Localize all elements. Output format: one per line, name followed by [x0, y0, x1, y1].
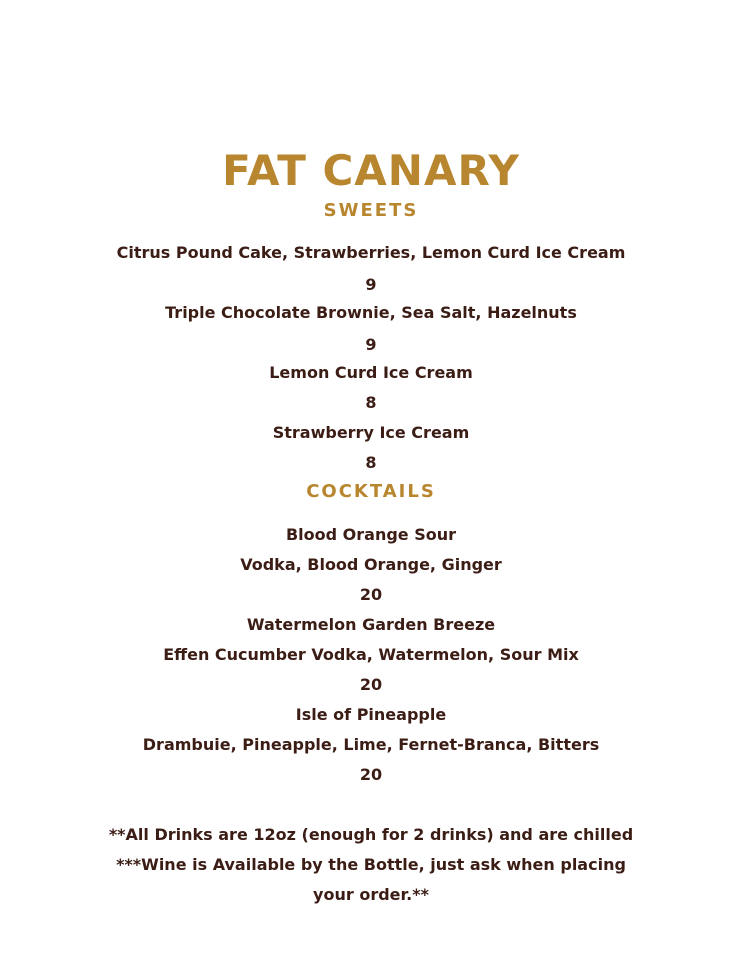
sweets-item-price: 8	[365, 453, 377, 472]
note-drinks: **All Drinks are 12oz (enough for 2 drinks) and are chilled	[108, 825, 634, 844]
note-wine-continued: your order.**	[313, 885, 429, 904]
cocktails-heading: COCKTAILS	[306, 481, 436, 502]
cocktail-description: Vodka, Blood Orange, Ginger	[240, 555, 502, 574]
cocktail-price: 20	[359, 765, 383, 784]
sweets-item-name: Triple Chocolate Brownie, Sea Salt, Hazelnuts	[165, 303, 577, 322]
cocktail-name: Watermelon Garden Breeze	[246, 615, 496, 634]
cocktail-description: Effen Cucumber Vodka, Watermelon, Sour Mix	[163, 645, 579, 664]
cocktail-description: Drambuie, Pineapple, Lime, Fernet-Branca, Bitters	[142, 735, 600, 754]
cocktail-price: 20	[359, 585, 383, 604]
sweets-item-name: Citrus Pound Cake, Strawberries, Lemon Curd Ice Cream	[116, 243, 626, 262]
sweets-heading: SWEETS	[323, 200, 419, 221]
sweets-item-price: 8	[365, 393, 377, 412]
cocktail-name: Isle of Pineapple	[295, 705, 447, 724]
cocktail-name: Blood Orange Sour	[285, 525, 457, 544]
note-wine: ***Wine is Available by the Bottle, just ask when placing	[116, 855, 626, 874]
sweets-item-price: 9	[365, 335, 377, 354]
sweets-item-name: Lemon Curd Ice Cream	[269, 363, 473, 382]
sweets-item-name: Strawberry Ice Cream	[272, 423, 470, 442]
cocktail-price: 20	[359, 675, 383, 694]
sweets-item-price: 9	[365, 275, 377, 294]
restaurant-title: FAT CANARY	[222, 146, 520, 195]
